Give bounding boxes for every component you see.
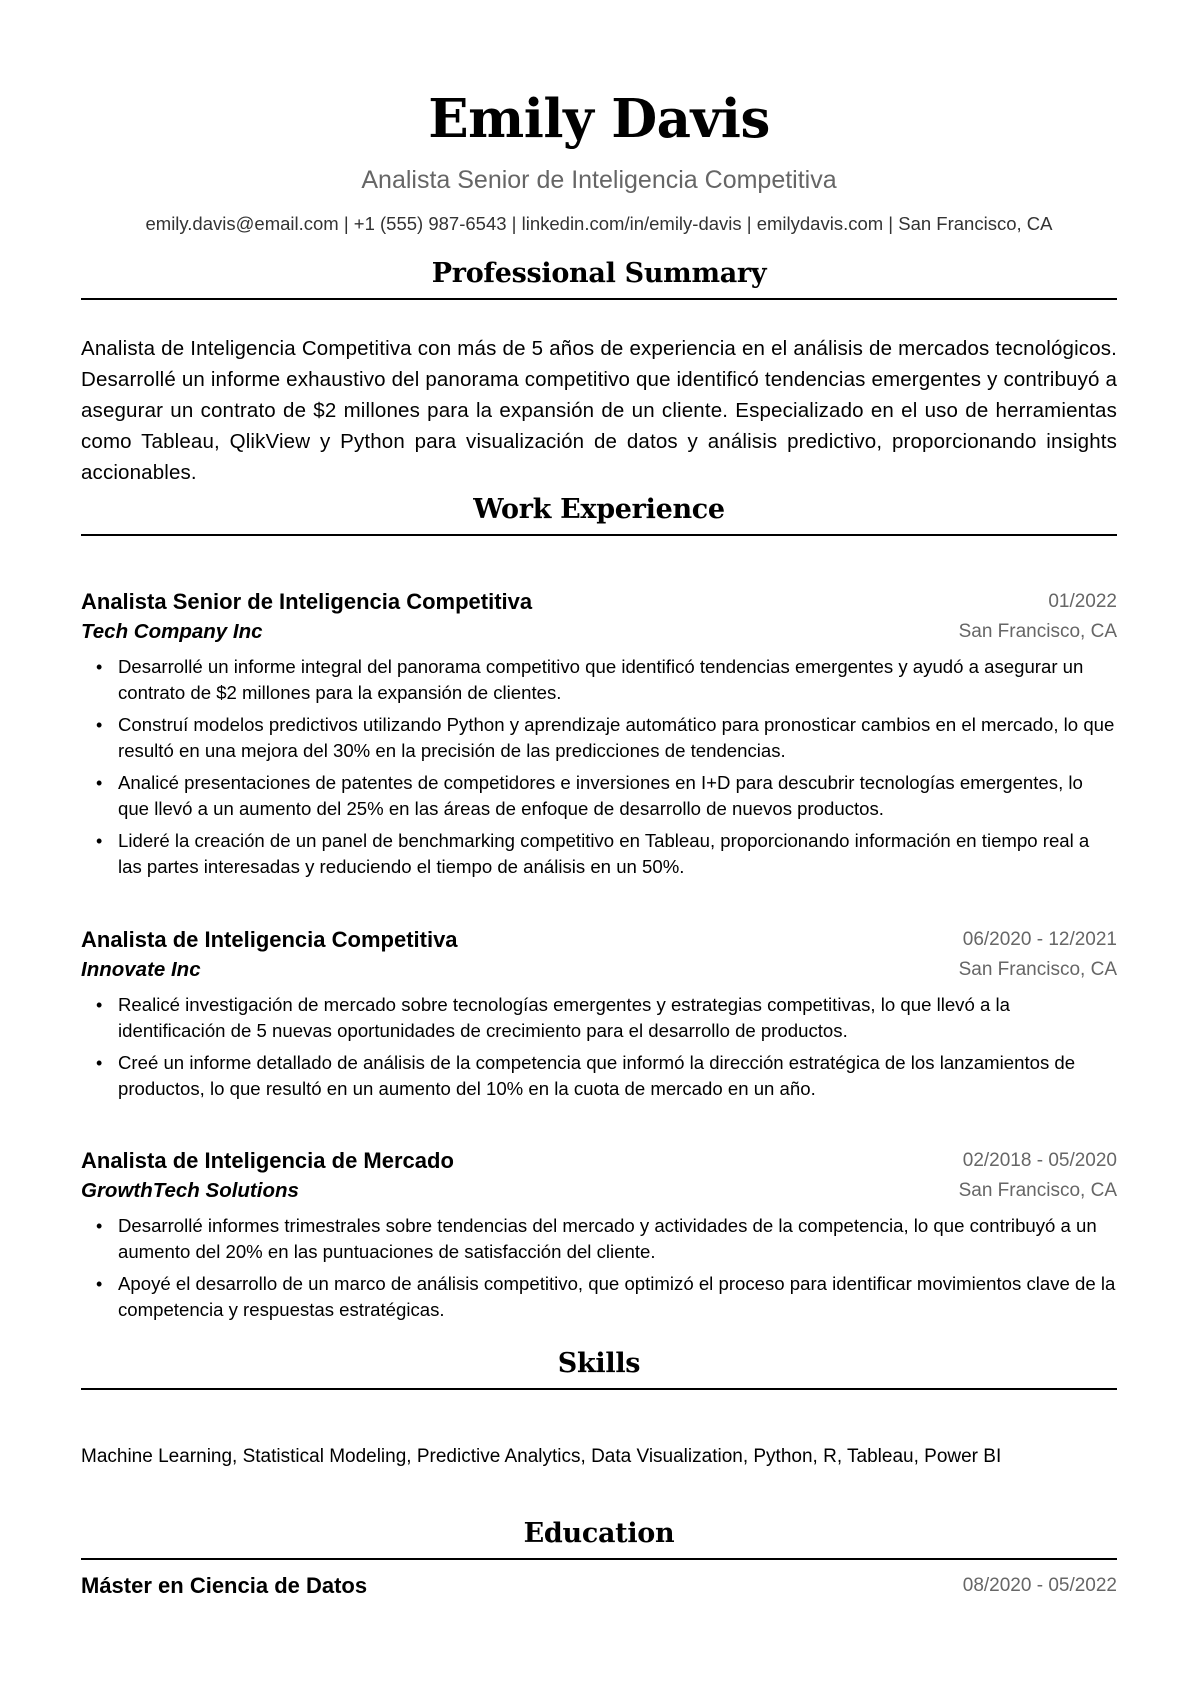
bullet-icon: •	[96, 657, 103, 677]
section-heading-skills	[81, 1344, 1117, 1390]
bullet-text: Lideré la creación de un panel de benchmarking competitivo en Tableau, proporcionando información en tiempo real a las partes interesadas y reduciendo el tiempo de análisis en un 50%.	[118, 830, 1090, 877]
bullet-text: Realicé investigación de mercado sobre tecnologías emergentes y estrategias competitivas, lo que llevó a la identificación de 5 nuevas oportunidades de crecimiento para el desarrollo de productos.	[118, 994, 1010, 1041]
bullet-text: Desarrollé un informe integral del panorama competitivo que identificó tendencias emergentes y ayudó a asegurar un contrato de $2 millones para la expansión de clientes.	[118, 656, 1084, 703]
section-heading-summary-label: Professional Summary	[431, 258, 767, 289]
section-heading-summary	[81, 254, 1117, 300]
summary-text: Analista de Inteligencia Competitiva con más de 5 años de experiencia en el análisis de mercados tecnológicos. Desarrollé un informe exhaustivo del panorama competitivo que identificó tendencias emergentes y contribuyó a asegurar un contrato de $2 millones para la expansión de un cliente. Especializado en el uso de herramientas como Tableau, QlikView y Python para visualización de datos y análisis predictivo, proporcionando insights accionables.	[81, 337, 1117, 484]
bullet-item	[81, 1271, 1117, 1323]
bullet-item	[81, 828, 1117, 880]
section-heading-experience	[81, 490, 1117, 536]
candidate-title: Analista Senior de Inteligencia Competitiva	[361, 166, 837, 194]
bullet-item	[81, 712, 1117, 764]
degree-title: Máster en Ciencia de Datos	[81, 1573, 368, 1598]
job-title: Analista Senior de Inteligencia Competitiva	[81, 589, 533, 614]
job-entry	[81, 587, 1117, 886]
bullet-text: Apoyé el desarrollo de un marco de análisis competitivo, que optimizó el proceso para identificar movimientos clave de la competencia y respuestas estratégicas.	[118, 1273, 1116, 1320]
job-company: Tech Company Inc	[81, 620, 263, 643]
job-bullets	[81, 992, 1117, 1102]
bullet-icon: •	[96, 715, 103, 735]
bullet-text: Analicé presentaciones de patentes de competidores e inversiones en I+D para descubrir tecnologías emergentes, lo que llevó a un aumento del 25% en las áreas de enfoque de desarrollo de nuevos productos.	[118, 772, 1083, 819]
bullet-icon: •	[96, 831, 103, 851]
skills-text: Machine Learning, Statistical Modeling, Predictive Analytics, Data Visualization, Python, R, Tableau, Power BI	[81, 1446, 1002, 1467]
bullet-item	[81, 992, 1117, 1044]
candidate-name: Emily Davis	[428, 88, 770, 150]
job-location: San Francisco, CA	[958, 959, 1117, 980]
job-date: 02/2018 - 05/2020	[962, 1150, 1117, 1171]
education-entry	[81, 1571, 1117, 1601]
bullet-text: Desarrollé informes trimestrales sobre tendencias del mercado y actividades de la competencia, lo que contribuyó a un aumento del 20% en las puntuaciones de satisfacción del cliente.	[118, 1215, 1097, 1262]
bullet-icon: •	[96, 1274, 103, 1294]
job-location: San Francisco, CA	[958, 1180, 1117, 1201]
degree-date: 08/2020 - 05/2022	[962, 1575, 1117, 1596]
bullet-icon: •	[96, 995, 103, 1015]
bullet-item	[81, 1213, 1117, 1265]
bullet-text: Creé un informe detallado de análisis de la competencia que informó la dirección estratégica de los lanzamientos de productos, lo que resultó en un aumento del 10% en la cuota de mercado en un año.	[118, 1052, 1076, 1099]
job-company: Innovate Inc	[81, 958, 201, 981]
job-entry	[81, 925, 1117, 1108]
job-bullets	[81, 1213, 1117, 1323]
job-entry	[81, 1146, 1117, 1329]
job-date: 06/2020 - 12/2021	[962, 929, 1117, 950]
section-heading-experience-label: Work Experience	[473, 494, 725, 525]
bullet-item	[81, 654, 1117, 706]
bullet-text: Construí modelos predictivos utilizando Python y aprendizaje automático para pronosticar cambios en el mercado, lo que resultó en una mejora del 30% en la precisión de las predicciones de tendencias.	[118, 714, 1115, 761]
bullet-icon: •	[96, 1216, 103, 1236]
job-title: Analista de Inteligencia de Mercado	[81, 1148, 454, 1173]
section-heading-skills-label: Skills	[557, 1348, 641, 1379]
job-company: GrowthTech Solutions	[81, 1179, 299, 1202]
section-heading-education	[81, 1514, 1117, 1560]
section-heading-education-label: Education	[523, 1518, 675, 1549]
contact-line: emily.davis@email.com | +1 (555) 987-6543 | linkedin.com/in/emily-davis | emilydavis.com | San Francisco, CA	[145, 213, 1053, 234]
job-location: San Francisco, CA	[958, 621, 1117, 642]
bullet-icon: •	[96, 773, 103, 793]
job-title: Analista de Inteligencia Competitiva	[81, 927, 458, 952]
bullet-icon: •	[96, 1053, 103, 1073]
bullet-item	[81, 1050, 1117, 1102]
bullet-item	[81, 770, 1117, 822]
job-bullets	[81, 654, 1117, 880]
job-date: 01/2022	[1048, 591, 1117, 612]
